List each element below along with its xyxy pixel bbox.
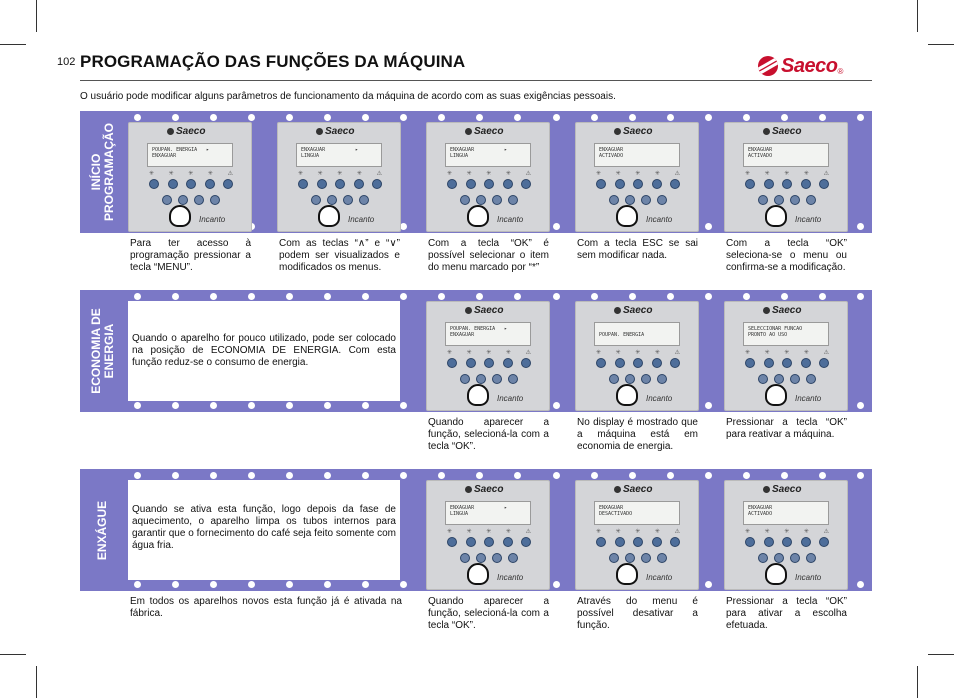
button-symbol-icon: ✳ bbox=[149, 171, 155, 177]
panel-button bbox=[521, 537, 531, 547]
panel-button bbox=[298, 179, 308, 189]
button-symbol-icon: ✳ bbox=[466, 171, 472, 177]
button-symbol-icon: ✳ bbox=[764, 529, 770, 535]
button-symbol-icon: ✳ bbox=[745, 350, 751, 356]
panel-button bbox=[764, 358, 774, 368]
button-symbol-icon: ✳ bbox=[486, 529, 492, 535]
button-symbol-icon: ⚠ bbox=[674, 171, 680, 177]
button-symbol-icon: ✳ bbox=[803, 171, 809, 177]
button-row bbox=[447, 179, 531, 189]
model-script: Incanto bbox=[795, 573, 822, 582]
panel-button bbox=[194, 195, 204, 205]
crop-mark bbox=[928, 654, 954, 655]
button-symbol-icon: ⚠ bbox=[525, 171, 531, 177]
button-row bbox=[745, 537, 829, 547]
panel-brand: Saeco bbox=[763, 484, 801, 495]
panel-button bbox=[503, 358, 513, 368]
lcd-display: SELECCIONAR FUNCAO PRONTO AO USO bbox=[743, 322, 829, 346]
panel-caption: Pressionar a tecla “OK” para reativar a máquina. bbox=[726, 417, 847, 440]
panel-button bbox=[652, 358, 662, 368]
panel-button bbox=[359, 195, 369, 205]
panel-button bbox=[782, 358, 792, 368]
button-symbol-icon: ✳ bbox=[466, 529, 472, 535]
control-panel-image bbox=[277, 122, 401, 232]
enxague-description: Quando se ativa esta função, logo depois da fase de aquecimento, o aparelho limpa os tubos internos para garantir que o fornecimento do café seja feito somente com água fria. bbox=[128, 480, 400, 580]
section-label-enxague: ENXÁGUE bbox=[95, 500, 110, 560]
panel-button bbox=[205, 179, 215, 189]
panel-button bbox=[460, 195, 470, 205]
panel-button bbox=[670, 179, 680, 189]
button-symbol-icon: ⚠ bbox=[674, 350, 680, 356]
panel-button bbox=[484, 537, 494, 547]
panel-button bbox=[819, 179, 829, 189]
lcd-display: ENXAGUAR ▸ LINGUA bbox=[445, 501, 531, 525]
intro-text: O usuário pode modificar alguns parâmetros de funcionamento da máquina de acordo com as suas exigências pessoais. bbox=[80, 91, 616, 102]
panel-button bbox=[168, 179, 178, 189]
panel-button bbox=[508, 195, 518, 205]
button-row bbox=[596, 358, 680, 368]
button-symbol-icon: ✳ bbox=[596, 350, 602, 356]
button-symbol-icon: ⚠ bbox=[823, 350, 829, 356]
panel-button bbox=[806, 195, 816, 205]
button-symbol-icon: ✳ bbox=[654, 171, 660, 177]
panel-brand: Saeco bbox=[316, 126, 354, 137]
panel-button bbox=[633, 358, 643, 368]
panel-button bbox=[633, 537, 643, 547]
button-symbol-icon: ✳ bbox=[635, 529, 641, 535]
control-panel-image bbox=[724, 122, 848, 232]
button-row bbox=[609, 374, 667, 384]
button-symbols bbox=[447, 170, 531, 177]
page-title: PROGRAMAÇÃO DAS FUNÇÕES DA MÁQUINA bbox=[80, 52, 466, 71]
saeco-logo-icon bbox=[758, 56, 778, 76]
panel-button bbox=[764, 537, 774, 547]
panel-button bbox=[774, 553, 784, 563]
pointing-hand-icon bbox=[318, 205, 340, 227]
lcd-display: POUPAN. ENERGIA ▸ ENXAGUAR bbox=[445, 322, 531, 346]
panel-button bbox=[508, 374, 518, 384]
button-row bbox=[596, 537, 680, 547]
panel-button bbox=[745, 537, 755, 547]
button-symbol-icon: ✳ bbox=[635, 350, 641, 356]
pointing-hand-icon bbox=[467, 563, 489, 585]
button-row bbox=[460, 195, 518, 205]
control-panel-image bbox=[426, 122, 550, 232]
panel-button bbox=[764, 179, 774, 189]
button-symbol-icon: ✳ bbox=[188, 171, 194, 177]
panel-button bbox=[758, 553, 768, 563]
pointing-hand-icon bbox=[616, 205, 638, 227]
panel-caption: Com as teclas “∧” e “∨” podem ser visualizados e modificados os menus. bbox=[279, 238, 400, 273]
model-script: Incanto bbox=[795, 394, 822, 403]
panel-button bbox=[460, 374, 470, 384]
panel-button bbox=[521, 358, 531, 368]
panel-button bbox=[625, 195, 635, 205]
panel-button bbox=[670, 537, 680, 547]
panel-brand: Saeco bbox=[614, 484, 652, 495]
button-symbol-icon: ✳ bbox=[745, 529, 751, 535]
panel-button bbox=[372, 179, 382, 189]
button-symbol-icon: ⚠ bbox=[227, 171, 233, 177]
saeco-logo-text: Saeco bbox=[781, 54, 838, 77]
pointing-hand-icon bbox=[616, 384, 638, 406]
control-panel-image bbox=[128, 122, 252, 232]
panel-button bbox=[625, 553, 635, 563]
control-panel-image bbox=[724, 301, 848, 411]
panel-button bbox=[609, 195, 619, 205]
lcd-display: ENXAGUAR ACTIVADO bbox=[743, 143, 829, 167]
button-row bbox=[149, 179, 233, 189]
button-symbol-icon: ✳ bbox=[447, 529, 453, 535]
crop-mark bbox=[0, 44, 26, 45]
panel-button bbox=[745, 179, 755, 189]
panel-button bbox=[774, 374, 784, 384]
panel-caption: No display é mostrado que a máquina está em economia de energia. bbox=[577, 417, 698, 452]
button-symbol-icon: ⚠ bbox=[674, 529, 680, 535]
panel-button bbox=[317, 179, 327, 189]
panel-button bbox=[801, 358, 811, 368]
panel-button bbox=[670, 358, 680, 368]
control-panel-image bbox=[575, 301, 699, 411]
button-symbol-icon: ✳ bbox=[505, 350, 511, 356]
panel-caption: Com a tecla “OK” seleciona-se o menu ou confirma-se a modificação. bbox=[726, 238, 847, 273]
button-symbols bbox=[596, 528, 680, 535]
button-symbol-icon: ✳ bbox=[654, 350, 660, 356]
registered-mark: ® bbox=[837, 66, 844, 76]
button-symbol-icon: ✳ bbox=[784, 350, 790, 356]
button-symbols bbox=[447, 349, 531, 356]
button-symbol-icon: ✳ bbox=[764, 171, 770, 177]
panel-button bbox=[508, 553, 518, 563]
model-script: Incanto bbox=[497, 573, 524, 582]
panel-brand: Saeco bbox=[614, 305, 652, 316]
button-symbol-icon: ✳ bbox=[784, 529, 790, 535]
panel-caption: Quando aparecer a função, selecioná-la com a tecla “OK”. bbox=[428, 596, 549, 631]
button-row bbox=[609, 195, 667, 205]
panel-button bbox=[162, 195, 172, 205]
model-script: Incanto bbox=[646, 573, 673, 582]
model-script: Incanto bbox=[646, 215, 673, 224]
lcd-display: ENXAGUAR ▸ LINGUA bbox=[445, 143, 531, 167]
panel-button bbox=[615, 358, 625, 368]
panel-button bbox=[476, 553, 486, 563]
button-symbol-icon: ✳ bbox=[486, 350, 492, 356]
panel-button bbox=[492, 195, 502, 205]
panel-button bbox=[819, 537, 829, 547]
model-script: Incanto bbox=[497, 215, 524, 224]
panel-button bbox=[782, 537, 792, 547]
model-script: Incanto bbox=[795, 215, 822, 224]
button-symbols bbox=[745, 528, 829, 535]
panel-caption: Com a tecla ESC se sai sem modificar nada. bbox=[577, 238, 698, 261]
button-symbol-icon: ✳ bbox=[486, 171, 492, 177]
button-symbol-icon: ✳ bbox=[635, 171, 641, 177]
button-row bbox=[745, 179, 829, 189]
panel-button bbox=[178, 195, 188, 205]
button-row bbox=[758, 195, 816, 205]
economia-description: Quando o aparelho for pouco utilizado, pode ser colocado na posição de ECONOMIA DE ENERGIA. Com esta função reduz-se o consumo de energia. bbox=[128, 301, 400, 401]
panel-button bbox=[790, 374, 800, 384]
panel-brand: Saeco bbox=[763, 126, 801, 137]
button-symbol-icon: ⚠ bbox=[823, 171, 829, 177]
panel-brand: Saeco bbox=[465, 126, 503, 137]
panel-button bbox=[641, 374, 651, 384]
panel-button bbox=[596, 537, 606, 547]
panel-caption: Pressionar a tecla “OK” para ativar a escolha efetuada. bbox=[726, 596, 847, 631]
button-row bbox=[609, 553, 667, 563]
lcd-display: POUPAN. ENERGIA bbox=[594, 322, 680, 346]
panel-button bbox=[460, 553, 470, 563]
lcd-display: ENXAGUAR DESACTIVADO bbox=[594, 501, 680, 525]
band-dots bbox=[126, 472, 872, 479]
panel-button bbox=[790, 195, 800, 205]
panel-button bbox=[806, 374, 816, 384]
button-symbol-icon: ✳ bbox=[168, 171, 174, 177]
button-symbol-icon: ✳ bbox=[317, 171, 323, 177]
pointing-hand-icon bbox=[616, 563, 638, 585]
panel-button bbox=[484, 358, 494, 368]
panel-button bbox=[745, 358, 755, 368]
button-symbols bbox=[149, 170, 233, 177]
panel-button bbox=[790, 553, 800, 563]
button-symbol-icon: ✳ bbox=[615, 171, 621, 177]
button-symbols bbox=[298, 170, 382, 177]
pointing-hand-icon bbox=[765, 384, 787, 406]
title-rule bbox=[80, 80, 872, 81]
panel-brand: Saeco bbox=[465, 305, 503, 316]
button-symbol-icon: ✳ bbox=[615, 350, 621, 356]
button-row bbox=[447, 358, 531, 368]
panel-button bbox=[447, 537, 457, 547]
button-row bbox=[447, 537, 531, 547]
panel-button bbox=[615, 537, 625, 547]
panel-button bbox=[311, 195, 321, 205]
button-symbol-icon: ✳ bbox=[505, 529, 511, 535]
button-row bbox=[596, 179, 680, 189]
button-symbols bbox=[745, 349, 829, 356]
crop-mark bbox=[0, 654, 26, 655]
button-row bbox=[745, 358, 829, 368]
button-symbol-icon: ✳ bbox=[447, 171, 453, 177]
button-symbols bbox=[596, 349, 680, 356]
panel-button bbox=[782, 179, 792, 189]
panel-button bbox=[609, 374, 619, 384]
button-symbols bbox=[745, 170, 829, 177]
control-panel-image bbox=[426, 301, 550, 411]
button-symbol-icon: ✳ bbox=[447, 350, 453, 356]
button-symbols bbox=[596, 170, 680, 177]
panel-button bbox=[657, 553, 667, 563]
button-symbol-icon: ✳ bbox=[615, 529, 621, 535]
panel-button bbox=[354, 179, 364, 189]
panel-button bbox=[343, 195, 353, 205]
button-symbol-icon: ✳ bbox=[505, 171, 511, 177]
panel-caption: Para ter acesso à programação pressionar a tecla “MENU”. bbox=[130, 238, 251, 273]
button-row bbox=[460, 553, 518, 563]
panel-button bbox=[210, 195, 220, 205]
panel-button bbox=[466, 537, 476, 547]
saeco-logo bbox=[758, 54, 872, 78]
panel-caption: Quando aparecer a função, selecioná-la com a tecla “OK”. bbox=[428, 417, 549, 452]
button-row bbox=[298, 179, 382, 189]
panel-button bbox=[652, 537, 662, 547]
panel-button bbox=[447, 358, 457, 368]
panel-button bbox=[503, 179, 513, 189]
crop-mark bbox=[917, 0, 918, 32]
button-symbol-icon: ✳ bbox=[356, 171, 362, 177]
panel-button bbox=[466, 179, 476, 189]
button-row bbox=[311, 195, 369, 205]
button-symbol-icon: ✳ bbox=[803, 350, 809, 356]
band-dots bbox=[126, 293, 872, 300]
button-symbol-icon: ✳ bbox=[596, 171, 602, 177]
lcd-display: ENXAGUAR ACTIVADO bbox=[594, 143, 680, 167]
pointing-hand-icon bbox=[169, 205, 191, 227]
crop-mark bbox=[928, 44, 954, 45]
panel-button bbox=[609, 553, 619, 563]
pointing-hand-icon bbox=[467, 384, 489, 406]
panel-button bbox=[774, 195, 784, 205]
panel-button bbox=[615, 179, 625, 189]
panel-button bbox=[596, 358, 606, 368]
band-dots bbox=[126, 114, 872, 121]
button-symbol-icon: ✳ bbox=[596, 529, 602, 535]
pointing-hand-icon bbox=[765, 563, 787, 585]
lcd-display: ENXAGUAR ▸ LINGUA bbox=[296, 143, 382, 167]
pointing-hand-icon bbox=[765, 205, 787, 227]
button-symbol-icon: ✳ bbox=[207, 171, 213, 177]
panel-button bbox=[819, 358, 829, 368]
control-panel-image bbox=[575, 122, 699, 232]
panel-button bbox=[806, 553, 816, 563]
panel-brand: Saeco bbox=[614, 126, 652, 137]
panel-button bbox=[633, 179, 643, 189]
button-symbol-icon: ⚠ bbox=[376, 171, 382, 177]
model-script: Incanto bbox=[497, 394, 524, 403]
control-panel-image bbox=[426, 480, 550, 590]
panel-button bbox=[596, 179, 606, 189]
panel-button bbox=[447, 179, 457, 189]
control-panel-image bbox=[575, 480, 699, 590]
model-script: Incanto bbox=[646, 394, 673, 403]
button-symbol-icon: ✳ bbox=[298, 171, 304, 177]
button-symbol-icon: ⚠ bbox=[823, 529, 829, 535]
control-panel-image bbox=[724, 480, 848, 590]
crop-mark bbox=[917, 666, 918, 698]
button-symbol-icon: ✳ bbox=[654, 529, 660, 535]
button-symbol-icon: ✳ bbox=[803, 529, 809, 535]
lcd-display: POUPAN. ENERGIA ▸ ENXAGUAR bbox=[147, 143, 233, 167]
panel-button bbox=[492, 553, 502, 563]
button-symbol-icon: ⚠ bbox=[525, 529, 531, 535]
panel-button bbox=[657, 195, 667, 205]
panel-button bbox=[625, 374, 635, 384]
panel-button bbox=[657, 374, 667, 384]
button-symbol-icon: ✳ bbox=[764, 350, 770, 356]
enxague-note: Em todos os aparelhos novos esta função já é ativada na fábrica. bbox=[130, 596, 402, 619]
panel-button bbox=[758, 374, 768, 384]
page-number: 102 bbox=[57, 56, 76, 68]
panel-brand: Saeco bbox=[763, 305, 801, 316]
panel-caption: Através do menu é possível desativar a função. bbox=[577, 596, 698, 631]
model-script: Incanto bbox=[199, 215, 226, 224]
panel-button bbox=[476, 374, 486, 384]
crop-mark bbox=[36, 666, 37, 698]
panel-button bbox=[503, 537, 513, 547]
button-symbol-icon: ✳ bbox=[337, 171, 343, 177]
panel-button bbox=[801, 179, 811, 189]
panel-button bbox=[641, 195, 651, 205]
button-row bbox=[460, 374, 518, 384]
panel-button bbox=[223, 179, 233, 189]
button-symbol-icon: ⚠ bbox=[525, 350, 531, 356]
button-row bbox=[758, 553, 816, 563]
panel-button bbox=[801, 537, 811, 547]
panel-button bbox=[335, 179, 345, 189]
panel-brand: Saeco bbox=[465, 484, 503, 495]
button-symbol-icon: ✳ bbox=[784, 171, 790, 177]
button-row bbox=[162, 195, 220, 205]
panel-caption: Com a tecla “OK” é possível selecionar o item do menu marcado por “*” bbox=[428, 238, 549, 273]
panel-button bbox=[149, 179, 159, 189]
panel-button bbox=[652, 179, 662, 189]
panel-button bbox=[641, 553, 651, 563]
panel-button bbox=[466, 358, 476, 368]
panel-button bbox=[492, 374, 502, 384]
button-symbol-icon: ✳ bbox=[466, 350, 472, 356]
panel-button bbox=[758, 195, 768, 205]
button-symbol-icon: ✳ bbox=[745, 171, 751, 177]
panel-button bbox=[476, 195, 486, 205]
pointing-hand-icon bbox=[467, 205, 489, 227]
panel-button bbox=[327, 195, 337, 205]
lcd-display: ENXAGUAR ACTIVADO bbox=[743, 501, 829, 525]
button-symbols bbox=[447, 528, 531, 535]
panel-button bbox=[186, 179, 196, 189]
button-row bbox=[758, 374, 816, 384]
panel-button bbox=[521, 179, 531, 189]
section-label-inicio: INÍCIO PROGRAMAÇÃO bbox=[89, 123, 116, 221]
model-script: Incanto bbox=[348, 215, 375, 224]
panel-button bbox=[484, 179, 494, 189]
crop-mark bbox=[36, 0, 37, 32]
section-label-economia: ECONOMIA DE ENERGIA bbox=[89, 308, 116, 394]
panel-brand: Saeco bbox=[167, 126, 205, 137]
